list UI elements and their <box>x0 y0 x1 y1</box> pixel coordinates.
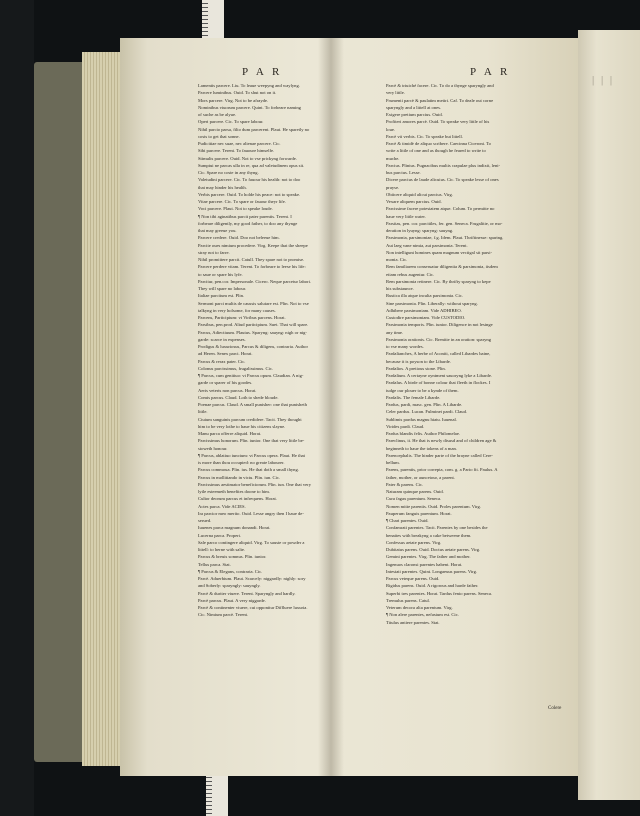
text-line: Valetudini parcere. Cic. To fauour his health: not to doo <box>198 177 301 183</box>
text-line: Poenae parcus. Claud. A small punisher: one that punisheth <box>198 402 307 407</box>
text-line: Nihil promittere parcit. Catull. They spare not to promise. <box>198 257 305 262</box>
text-line: Sine parsimonia. Plin. Liberally: without sparyng. <box>386 300 478 306</box>
text-line: Parcens, Participium: vt Viribus parcens. Horat. <box>198 315 286 320</box>
text-line: Parsimonia, parsimoniae, f.g. Idem. Plaut. Thriftinesse: sparing. <box>386 235 504 241</box>
text-line: Custodire parsimoniam. Vide CUSTODIO. <box>386 315 466 320</box>
text-line: write a little of one and as though he feared to write to <box>386 148 486 154</box>
text-line: Exigere pretium parcius. Ouid. <box>386 112 443 117</box>
backdrop-left <box>0 0 34 816</box>
text-line: Pardus, pardi, masc. gen. Plin. A Libarde. <box>386 402 463 407</box>
text-line: lytle esteemeth benefites doone to him. <box>198 489 270 494</box>
text-line: Pardalios. A pretious stone. Plin. <box>386 365 446 371</box>
text-line: ¶ Parcus & Elegans, contraria. Cic. <box>198 568 263 574</box>
ruler-tick <box>206 813 212 814</box>
text-line: Parcè & timidè de aliquo scribere. Caecinna Ciceroni. To <box>386 141 491 146</box>
text-line: Pauperum fanguis parentum. Horat. <box>386 510 452 516</box>
text-line: Parsibus, pen.prod. Aliud participium. Suet. That will spare. <box>198 322 309 328</box>
running-header-left: P A R <box>242 66 283 78</box>
text-line: Parcus & rerax pater. Cic. <box>198 358 246 364</box>
text-line: monia. Cic. <box>386 257 408 262</box>
text-line: Vexare aliquem parcius. Ouid. <box>386 199 442 204</box>
bleed-through-marks: | | | <box>592 74 615 86</box>
text-line: Parcius. Plinius. Pugnacibus multis crapulae plus indixit, leni- <box>386 162 501 168</box>
ruler-tick <box>206 777 212 778</box>
text-column-left <box>198 82 378 619</box>
text-line: is more than thou occupied: no greate labourer. <box>198 460 285 465</box>
text-line: talkyng in very holsome, for many causes. <box>198 307 276 313</box>
ruler-tick <box>202 7 208 8</box>
text-line: Cultor deorum parcus et infrequens. Horat. <box>198 496 277 502</box>
text-line: garde: scarce in expenses. <box>198 336 246 342</box>
text-line: Pareclinus, ii. He that is newly disusd and of children age & <box>386 438 497 444</box>
ruler-tick <box>206 785 212 786</box>
text-line: serued. <box>198 518 212 523</box>
text-line: Vitae parcere. Cic. To spare or fauour theyr life. <box>198 199 286 204</box>
text-line: that may greeue you. <box>198 228 237 233</box>
text-line: because it is poyson to the Libarde. <box>386 358 451 364</box>
text-line: Colonus parcissimus, frugalissimus. Cic. <box>198 365 274 371</box>
text-line: Parcitur, pen.cor. Impersonale. Cicero. Neque parcetur labori. <box>198 278 312 284</box>
ruler-tick <box>202 31 208 32</box>
text-line: ¶ Parcus, cum genitiuo: vt Parcus opum. Claudian. A nig- <box>198 373 304 378</box>
text-line: Rustica illa atque inculta parsimonia. Cic. <box>386 293 463 299</box>
text-line: Stimulis parcere. Ouid. Not to vse prickyng forwarde. <box>198 155 297 161</box>
running-header-right: P A R <box>470 66 511 78</box>
text-line: him to be very lothe to haue his citizens slayne. <box>198 423 286 429</box>
text-line: Comis parcus. Claud. Loth to shede bloude. <box>198 394 279 400</box>
text-line: Ingenuos claronsi parentes habent. Horat. <box>386 561 463 567</box>
text-line: to vse many wordes. <box>386 344 424 349</box>
text-line: Aut laeg vane nimia, aut parsimonia. Terent. <box>386 242 468 248</box>
text-line: Cic. Spare no coste in any thyng. <box>198 170 259 175</box>
text-line: Parcere perdere vitam. Terent. To forbeare to leese his life: <box>198 264 306 270</box>
text-line: beginneth to haue the tokens of a man. <box>386 445 457 451</box>
text-line: etiam rebus augentur. Cic. <box>386 271 435 277</box>
text-line: Intestati parentes. Quint. Longaeuus parens. Virg. <box>386 568 478 574</box>
next-page-edge <box>578 30 640 800</box>
text-line: Sublimis pardus magnu hiatu. Iuuenal. <box>386 416 457 422</box>
text-line: Ciuium sanguinis parcum credidere. Tacit. They thought <box>198 416 302 422</box>
text-line: Parcè & duriter viuere. Terent. Sparyngly and hardly. <box>198 590 296 596</box>
text-line: Parsimonia temporis. Plin. iunior. Diligence in not lesinge <box>386 322 493 328</box>
text-line: Superbi tres parentes. Horat. Tardus fenio parens. Seneca. <box>386 590 493 596</box>
text-line: Cura fagax parentum. Seneca. <box>386 496 442 502</box>
text-line: Confamrati parentes. Tacit. Parentes by one besides the <box>386 525 488 531</box>
text-line: Parsitas, pen. cor. parcitiles, fer. gen. Seneca. Frugalitie, or mo- <box>386 220 503 226</box>
text-line: Veterum decora alta parentum. Virg. <box>386 605 453 610</box>
text-line: very little. <box>386 90 405 96</box>
page-edges-left <box>82 52 122 766</box>
text-line: Parcere credere. Ouid. Doo not beleeue him. <box>198 235 280 241</box>
text-line: Pardalus. A birde of bonne colour that fleeth in flockes. I <box>386 380 491 386</box>
text-line: forbeare diligently, my good father, to doo any thynge <box>198 220 298 226</box>
text-line: Parcè & continenter viuere, cui opponitur Diffluere luxuria. <box>198 605 308 610</box>
text-line: Verbis parcere. Ouid. To holde his peace: not to speake. <box>198 191 301 197</box>
ruler-tick <box>202 11 208 12</box>
catchword: Colere <box>548 706 562 711</box>
text-line: Sale parco contingere aliquid. Virg. To sauste or powder a <box>198 539 305 545</box>
text-line: Aeris veteris non parcus. Horat. <box>198 387 257 393</box>
text-line: ¶ Non alere parentes, nefastum est. Cic. <box>386 612 459 618</box>
ruler-tick <box>202 27 208 28</box>
text-line: Confessus aetate parens. Virg. <box>386 539 442 545</box>
text-line: Celer pardus. Lucan. Fulminei pardi. Claud. <box>386 409 468 415</box>
text-line: Pudicitiae nec suae, nec alienae parcere. Cic. <box>198 141 281 146</box>
text-line: Pardalianches, A herbe of Aconiti, called Libardes baine, <box>386 351 491 357</box>
text-line: stoweth honour. <box>198 445 228 451</box>
text-line: Operi parcere. Cic. To spare labour. <box>198 119 264 125</box>
text-line: Parcissimus honorum. Plin. iunior. One that very little be- <box>198 438 305 444</box>
text-line: Tellus parca. Stat. <box>198 561 231 567</box>
ruler-tick <box>206 809 212 810</box>
text-line: Tremulus parens. Catul. <box>386 597 430 603</box>
text-line: Sumptui ne parcas ulla in re, qua ad valetudinem opus sit. <box>198 162 305 168</box>
text-line: Prodigus & luxuriosus, Parcus & diligens, contraria. Author <box>198 344 308 349</box>
ruler-tick <box>202 15 208 16</box>
text-line: Parsimonia orationis. Cic. Brenitie in an oration: sparyng <box>386 336 491 342</box>
text-line: Actes parca. Vide ACIES. <box>198 503 246 509</box>
text-line: father, mother, or auncetour, a parent. <box>386 474 455 480</box>
text-line: bellum. <box>386 460 400 465</box>
book-cover-left <box>34 62 82 762</box>
text-line: ¶ Parcus, ablatiuo iunctum: vt Parcus opera. Plaut. He that <box>198 452 305 458</box>
ruler-tick <box>206 781 212 782</box>
ruler-tick <box>202 35 208 36</box>
ruler-tick <box>206 793 212 794</box>
text-line: Parcè vti verbis. Cic. To speake but littell. <box>386 133 463 139</box>
ruler-tick <box>202 23 208 24</box>
text-line: Parcus veteque parens. Ouid. <box>386 576 440 581</box>
text-line: Parencephalis. The hinder parte of the brayne called Cere- <box>386 452 493 458</box>
ruler-tick <box>206 805 212 806</box>
text-line: Dubitatus parens. Ouid. Doctus aetate parens. Virg. <box>386 547 481 552</box>
text-line: Cic. Nimium parcè. Terent. <box>198 612 249 618</box>
text-line: Lucerna parca. Propert. <box>198 532 242 538</box>
text-line: Ira parcior meo merito. Ouid. Lesse angry then I haue de- <box>198 510 304 516</box>
text-line: garde or sparer of his goodes. <box>198 380 253 386</box>
text-line: They will spare no labour. <box>198 286 247 291</box>
text-line: to saue or spare his lyfe. <box>198 271 243 277</box>
text-line: Parcus in mollitiando in victu. Plin. iun. Cic. <box>198 474 281 480</box>
text-line: Gemini parentes. Virg. The father and mother. <box>386 554 471 560</box>
text-line: Parcite oues nimium procedere. Virg. Keepe that the sheepe <box>198 242 308 248</box>
text-line: Titulus antiere parentes. Stat. <box>386 619 440 625</box>
text-line: Parcè & triuiché facere. Cic. To do a thynge sparyngly and <box>386 83 494 88</box>
text-line: ¶ Non tibi aginatibus parcit pater parentis. Terent. I <box>198 213 292 219</box>
text-line: Italiae parcitum est. Plin. <box>198 293 245 299</box>
text-line: loue. <box>386 126 396 132</box>
text-line: Sibi parcere. Terent. To fauoure himselfe. <box>198 148 275 154</box>
text-line: Iuuenes parca magnum donandi. Horat. <box>198 525 271 531</box>
text-line: Mors parcere. Virg. Not to be afrayde. <box>198 97 269 103</box>
text-line: Parcè parcus. Plaut. A very niggarde. <box>198 597 266 603</box>
text-line: prayse. <box>386 184 400 190</box>
text-line: bus parcius. Lesse. <box>386 170 421 175</box>
text-line: Pardus blandis felis. Author Philomelae. <box>386 431 461 436</box>
text-line: costs to get that sonne. <box>198 133 240 139</box>
text-column-right <box>386 82 574 626</box>
text-line: Voci parcere. Plaut. Not to speake loude. <box>198 206 273 212</box>
text-line: Parcus & breuis somnus. Plin. iunior. <box>198 554 267 560</box>
text-line: Naturam quinque parens. Ouid. <box>386 489 444 494</box>
scale-ruler-bottom <box>206 770 228 816</box>
text-line: Manu parca offerre aliquid. Horat. <box>198 431 262 436</box>
text-line: Pardalium. A certayne oyntment sauoryng lyke a Libarde. <box>386 373 493 378</box>
text-line: Obiicere aliquid alicui parcius. Virg. <box>386 191 453 197</box>
text-line: Virides pardi. Claud. <box>386 423 425 429</box>
text-line: Parcere luminibus. Ouid. To shut not on it. <box>198 90 277 96</box>
text-line: haue very little water. <box>386 213 426 219</box>
ruler-tick <box>202 19 208 20</box>
scale-ruler-top <box>202 0 224 40</box>
text-line: Parens, parentis, prior correpta, com. g. a Pario fit. Paulus. A <box>386 467 498 473</box>
text-line: Parcissime facere potestatem atque. Colum. To permitte no <box>386 206 495 212</box>
text-line: sparyngly and a littell at ones. <box>386 104 442 110</box>
text-line: that may hinder his health. <box>198 184 247 190</box>
text-line: stray not to farre. <box>198 249 230 255</box>
text-line: Parcè. Aduerbium. Plaut. Scarcely: niggardly: nighly: sory <box>198 576 306 581</box>
text-line: Nominibus viuorum parcere. Quint. To forbeare naming <box>198 104 301 110</box>
text-line: muche. <box>386 155 400 161</box>
text-line: his substaunce. <box>386 286 414 291</box>
text-line: Sermoni parci multis de caussis salutare est. Plin. Not to vse <box>198 300 309 306</box>
text-line: Pardalis. The female Libarde. <box>386 394 441 400</box>
ruler-tick <box>206 789 212 790</box>
text-line: of suche as be alyue. <box>198 112 237 117</box>
text-line: Parcus, Adiectiuum. Plautus. Sparyng: sauyng: nigh or nig- <box>198 329 307 335</box>
text-line: ad Heren. Senex parci. Horat. <box>198 351 253 357</box>
ruler-tick <box>206 797 212 798</box>
text-line: Adhibere parsimoniam. Vide ADHIBEO. <box>386 307 462 313</box>
text-line: Frumenti parcè & paulatim metiri. Caf. To deale out corne <box>386 97 494 103</box>
text-line: Profiteri amores parcè. Ouid. To speake very little of his <box>386 119 490 125</box>
text-line: Nomen mitte parentis. Ouid. Proles parentum. Virg. <box>386 503 481 509</box>
text-line: Lamentis parcere. Liu. To leaue weepyng and waylyng. <box>198 83 300 88</box>
text-line: Parcissimus aestimator beneficiorum. Plin. iun. One that very <box>198 481 312 487</box>
text-line: Pater & parens. Cic. <box>386 481 424 487</box>
text-line: and Soberly: sparyngly: sauyngly. <box>198 583 261 589</box>
text-line: iudge our plouer to be a kynde of them. <box>386 387 459 393</box>
ruler-tick <box>206 801 212 802</box>
text-line: Nihil parcio parsa, filio dum parcerent. Plaut. He sparetly no <box>198 126 310 132</box>
text-line: Parcus commoua. Plin. ius. He that doth a small thyng. <box>198 467 299 473</box>
text-line: Rigidus parens. Ouid. A rigorous and harde father. <box>386 583 479 589</box>
text-line: Rem familiarem conseruatur diligentia & parsimonia, iisdem <box>386 264 498 270</box>
text-line: ¶ Chari parentes. Ouid. <box>386 518 429 523</box>
text-line: any time. <box>386 329 404 335</box>
text-line: benaites with breakyng a cake betweene them. <box>386 532 472 538</box>
text-line: little. <box>198 409 208 415</box>
text-line: Non intelligunt homines quam magnum vectigal sit parsi- <box>386 249 493 255</box>
text-line: littell: to herne with salte. <box>198 547 246 552</box>
ruler-tick <box>202 3 208 4</box>
text-line: deration in lyuyng: sparyng: sauyng. <box>386 228 454 233</box>
text-line: Dicere parcius de laude alicuius. Cic. To speake lesse of ones <box>386 177 499 183</box>
text-line: Rem parsimonia retinere. Cic. By thrifty sparyng to kepe <box>386 278 491 284</box>
